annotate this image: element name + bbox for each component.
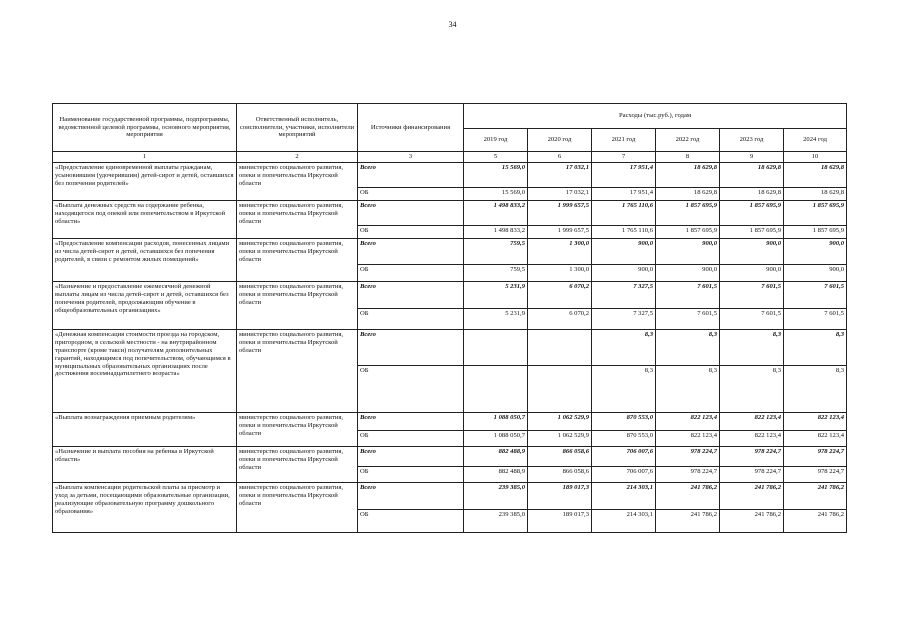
total-value-cell bbox=[528, 329, 592, 365]
sub-value-cell: 15 569,0 bbox=[464, 187, 528, 200]
total-value-cell: 1 999 657,5 bbox=[528, 200, 592, 225]
source-sub-cell: ОБ bbox=[358, 264, 464, 281]
source-total-cell: Всего bbox=[358, 329, 464, 365]
table-row bbox=[53, 162, 847, 187]
table-row bbox=[53, 200, 847, 225]
total-value-cell: 8,3 bbox=[592, 329, 656, 365]
sub-value-cell: 759,5 bbox=[464, 264, 528, 281]
source-total-cell: Всего bbox=[358, 482, 464, 509]
header-executor: Ответственный исполнитель, соисполнители, участники, исполнители мероприятий bbox=[237, 104, 358, 152]
header-year: 2019 год bbox=[464, 129, 528, 152]
sub-value-cell: 900,0 bbox=[592, 264, 656, 281]
sub-value-cell: 241 786,2 bbox=[656, 509, 720, 532]
source-sub-cell: ОБ bbox=[358, 430, 464, 446]
sub-value-cell: 5 231,9 bbox=[464, 308, 528, 329]
sub-value-cell: 1 498 833,2 bbox=[464, 225, 528, 238]
header-year: 2023 год bbox=[720, 129, 784, 152]
source-sub-cell: ОБ bbox=[358, 509, 464, 532]
executor-cell: министерство социального развития, опеки и попечительства Иркутской области bbox=[237, 412, 358, 446]
sub-value-cell: 978 224,7 bbox=[784, 466, 847, 482]
total-value-cell: 882 488,9 bbox=[464, 446, 528, 466]
column-number: 8 bbox=[656, 152, 720, 163]
sub-value-cell: 822 123,4 bbox=[720, 430, 784, 446]
total-value-cell: 6 070,2 bbox=[528, 281, 592, 308]
column-number: 5 bbox=[464, 152, 528, 163]
source-sub-cell: ОБ bbox=[358, 466, 464, 482]
total-value-cell: 7 601,5 bbox=[784, 281, 847, 308]
table-row bbox=[53, 238, 847, 264]
total-value-cell: 7 601,5 bbox=[656, 281, 720, 308]
sub-value-cell: 1 857 695,9 bbox=[784, 225, 847, 238]
total-value-cell: 822 123,4 bbox=[656, 412, 720, 430]
sub-value-cell: 866 058,6 bbox=[528, 466, 592, 482]
sub-value-cell bbox=[528, 365, 592, 412]
source-total-cell: Всего bbox=[358, 238, 464, 264]
sub-value-cell: 17 032,1 bbox=[528, 187, 592, 200]
sub-value-cell: 1 857 695,9 bbox=[656, 225, 720, 238]
total-value-cell: 8,3 bbox=[720, 329, 784, 365]
total-value-cell: 1 498 833,2 bbox=[464, 200, 528, 225]
total-value-cell: 900,0 bbox=[720, 238, 784, 264]
total-value-cell: 978 224,7 bbox=[720, 446, 784, 466]
total-value-cell: 1 088 050,7 bbox=[464, 412, 528, 430]
sub-value-cell: 214 303,1 bbox=[592, 509, 656, 532]
total-value-cell: 5 231,9 bbox=[464, 281, 528, 308]
total-value-cell: 241 786,2 bbox=[784, 482, 847, 509]
sub-value-cell: 1 088 050,7 bbox=[464, 430, 528, 446]
sub-value-cell: 18 629,8 bbox=[720, 187, 784, 200]
sub-value-cell: 17 951,4 bbox=[592, 187, 656, 200]
header-source: Источники финансирования bbox=[358, 104, 464, 152]
source-sub-cell: ОБ bbox=[358, 365, 464, 412]
total-value-cell: 241 786,2 bbox=[720, 482, 784, 509]
column-number: 1 bbox=[53, 152, 237, 163]
total-value-cell: 978 224,7 bbox=[784, 446, 847, 466]
total-value-cell: 978 224,7 bbox=[656, 446, 720, 466]
sub-value-cell: 239 385,0 bbox=[464, 509, 528, 532]
sub-value-cell: 900,0 bbox=[720, 264, 784, 281]
sub-value-cell: 8,3 bbox=[656, 365, 720, 412]
source-sub-cell: ОБ bbox=[358, 187, 464, 200]
program-name-cell: «Назначение и выплата пособия на ребенка в Иркутской области» bbox=[53, 446, 237, 482]
program-name-cell: «Денежная компенсация стоимости проезда на городском, пригородном, в сельской местности - на внутрирайонном транспорте (кроме такси) получателям дополнительных гарантий, находящимся под попечительством, обучающимся в муниципальных образовательных организациях после достижения восемнадцатилетнего возраста» bbox=[53, 329, 237, 412]
column-number: 6 bbox=[528, 152, 592, 163]
total-value-cell: 1 300,0 bbox=[528, 238, 592, 264]
total-value-cell: 18 629,8 bbox=[656, 162, 720, 187]
sub-value-cell: 1 300,0 bbox=[528, 264, 592, 281]
sub-value-cell: 7 327,5 bbox=[592, 308, 656, 329]
column-number: 10 bbox=[784, 152, 847, 163]
total-value-cell: 8,3 bbox=[656, 329, 720, 365]
sub-value-cell: 1 857 695,9 bbox=[720, 225, 784, 238]
total-value-cell: 1 062 529,9 bbox=[528, 412, 592, 430]
source-sub-cell: ОБ bbox=[358, 308, 464, 329]
total-value-cell: 214 303,1 bbox=[592, 482, 656, 509]
sub-value-cell: 241 786,2 bbox=[784, 509, 847, 532]
total-value-cell: 7 327,5 bbox=[592, 281, 656, 308]
sub-value-cell: 706 007,6 bbox=[592, 466, 656, 482]
sub-value-cell: 7 601,5 bbox=[656, 308, 720, 329]
program-name-cell: «Выплата денежных средств на содержание ребенка, находящегося под опекой или попечительством в Иркутской области» bbox=[53, 200, 237, 238]
source-total-cell: Всего bbox=[358, 412, 464, 430]
total-value-cell: 18 629,8 bbox=[720, 162, 784, 187]
page-number: 34 bbox=[448, 20, 457, 29]
program-name-cell: «Выплата компенсации родительской платы за присмотр и уход за детьми, посещающими образовательные организации, реализующие образовательную программу дошкольного образования» bbox=[53, 482, 237, 532]
total-value-cell: 866 058,6 bbox=[528, 446, 592, 466]
total-value-cell: 900,0 bbox=[592, 238, 656, 264]
sub-value-cell: 6 070,2 bbox=[528, 308, 592, 329]
sub-value-cell: 8,3 bbox=[784, 365, 847, 412]
total-value-cell: 900,0 bbox=[656, 238, 720, 264]
header-expenses: Расходы (тыс.руб.), годам bbox=[464, 104, 847, 129]
header-year: 2020 год bbox=[528, 129, 592, 152]
sub-value-cell: 1 062 529,9 bbox=[528, 430, 592, 446]
total-value-cell: 15 569,0 bbox=[464, 162, 528, 187]
header-year: 2022 год bbox=[656, 129, 720, 152]
column-number: 9 bbox=[720, 152, 784, 163]
total-value-cell bbox=[464, 329, 528, 365]
total-value-cell: 17 951,4 bbox=[592, 162, 656, 187]
table-row bbox=[53, 446, 847, 466]
total-value-cell: 18 629,8 bbox=[784, 162, 847, 187]
total-value-cell: 822 123,4 bbox=[720, 412, 784, 430]
column-number: 7 bbox=[592, 152, 656, 163]
source-total-cell: Всего bbox=[358, 162, 464, 187]
source-total-cell: Всего bbox=[358, 200, 464, 225]
sub-value-cell: 8,3 bbox=[720, 365, 784, 412]
sub-value-cell: 189 017,3 bbox=[528, 509, 592, 532]
table-row bbox=[53, 482, 847, 509]
sub-value-cell: 18 629,8 bbox=[656, 187, 720, 200]
executor-cell: министерство социального развития, опеки и попечительства Иркутской области bbox=[237, 281, 358, 329]
total-value-cell: 1 765 110,6 bbox=[592, 200, 656, 225]
sub-value-cell: 7 601,5 bbox=[784, 308, 847, 329]
sub-value-cell: 8,3 bbox=[592, 365, 656, 412]
sub-value-cell: 882 488,9 bbox=[464, 466, 528, 482]
total-value-cell: 17 032,1 bbox=[528, 162, 592, 187]
table-row bbox=[53, 412, 847, 430]
source-sub-cell: ОБ bbox=[358, 225, 464, 238]
sub-value-cell bbox=[464, 365, 528, 412]
sub-value-cell: 900,0 bbox=[656, 264, 720, 281]
program-name-cell: «Предоставление единовременной выплаты гражданам, усыновившим (удочерившим) детей-сирот и детей, оставшихся без попечения родителей» bbox=[53, 162, 237, 200]
sub-value-cell: 900,0 bbox=[784, 264, 847, 281]
program-name-cell: «Выплата вознаграждения приемным родителям» bbox=[53, 412, 237, 446]
executor-cell: министерство социального развития, опеки и попечительства Иркутской области bbox=[237, 162, 358, 200]
table-row bbox=[53, 329, 847, 365]
executor-cell: министерство социального развития, опеки и попечительства Иркутской области bbox=[237, 238, 358, 281]
sub-value-cell: 18 629,8 bbox=[784, 187, 847, 200]
total-value-cell: 759,5 bbox=[464, 238, 528, 264]
program-name-cell: «Предоставление компенсации расходов, понесенных лицами из числа детей-сирот и детей, оставшихся без попечения родителей, в связи с ремонтом жилых помещений» bbox=[53, 238, 237, 281]
total-value-cell: 822 123,4 bbox=[784, 412, 847, 430]
total-value-cell: 900,0 bbox=[784, 238, 847, 264]
header-program: Наименование государственной программы, подпрограммы, ведомственной целевой программы, основного мероприятия, мероприятия bbox=[53, 104, 237, 152]
sub-value-cell: 978 224,7 bbox=[656, 466, 720, 482]
total-value-cell: 1 857 695,9 bbox=[656, 200, 720, 225]
header-year: 2024 год bbox=[784, 129, 847, 152]
total-value-cell: 1 857 695,9 bbox=[720, 200, 784, 225]
sub-value-cell: 7 601,5 bbox=[720, 308, 784, 329]
source-total-cell: Всего bbox=[358, 446, 464, 466]
total-value-cell: 1 857 695,9 bbox=[784, 200, 847, 225]
executor-cell: министерство социального развития, опеки и попечительства Иркутской области bbox=[237, 200, 358, 238]
total-value-cell: 706 007,6 bbox=[592, 446, 656, 466]
sub-value-cell: 822 123,4 bbox=[784, 430, 847, 446]
sub-value-cell: 870 553,0 bbox=[592, 430, 656, 446]
total-value-cell: 189 017,3 bbox=[528, 482, 592, 509]
budget-table bbox=[52, 103, 847, 533]
executor-cell: министерство социального развития, опеки и попечительства Иркутской области bbox=[237, 446, 358, 482]
total-value-cell: 870 553,0 bbox=[592, 412, 656, 430]
total-value-cell: 241 786,2 bbox=[656, 482, 720, 509]
program-name-cell: «Назначение и предоставление ежемесячной денежной выплаты лицам из числа детей-сирот и детей, оставшихся без попечения родителей, продолжающим обучение в общеобразовательных организациях» bbox=[53, 281, 237, 329]
header-year: 2021 год bbox=[592, 129, 656, 152]
sub-value-cell: 822 123,4 bbox=[656, 430, 720, 446]
table-row bbox=[53, 281, 847, 308]
executor-cell: министерство социального развития, опеки и попечительства Иркутской области bbox=[237, 329, 358, 412]
sub-value-cell: 1 999 657,5 bbox=[528, 225, 592, 238]
column-number: 2 bbox=[237, 152, 358, 163]
sub-value-cell: 241 786,2 bbox=[720, 509, 784, 532]
sub-value-cell: 1 765 110,6 bbox=[592, 225, 656, 238]
sub-value-cell: 978 224,7 bbox=[720, 466, 784, 482]
source-total-cell: Всего bbox=[358, 281, 464, 308]
total-value-cell: 7 601,5 bbox=[720, 281, 784, 308]
executor-cell: министерство социального развития, опеки и попечительства Иркутской области bbox=[237, 482, 358, 532]
column-number: 3 bbox=[358, 152, 464, 163]
total-value-cell: 8,3 bbox=[784, 329, 847, 365]
total-value-cell: 239 385,0 bbox=[464, 482, 528, 509]
